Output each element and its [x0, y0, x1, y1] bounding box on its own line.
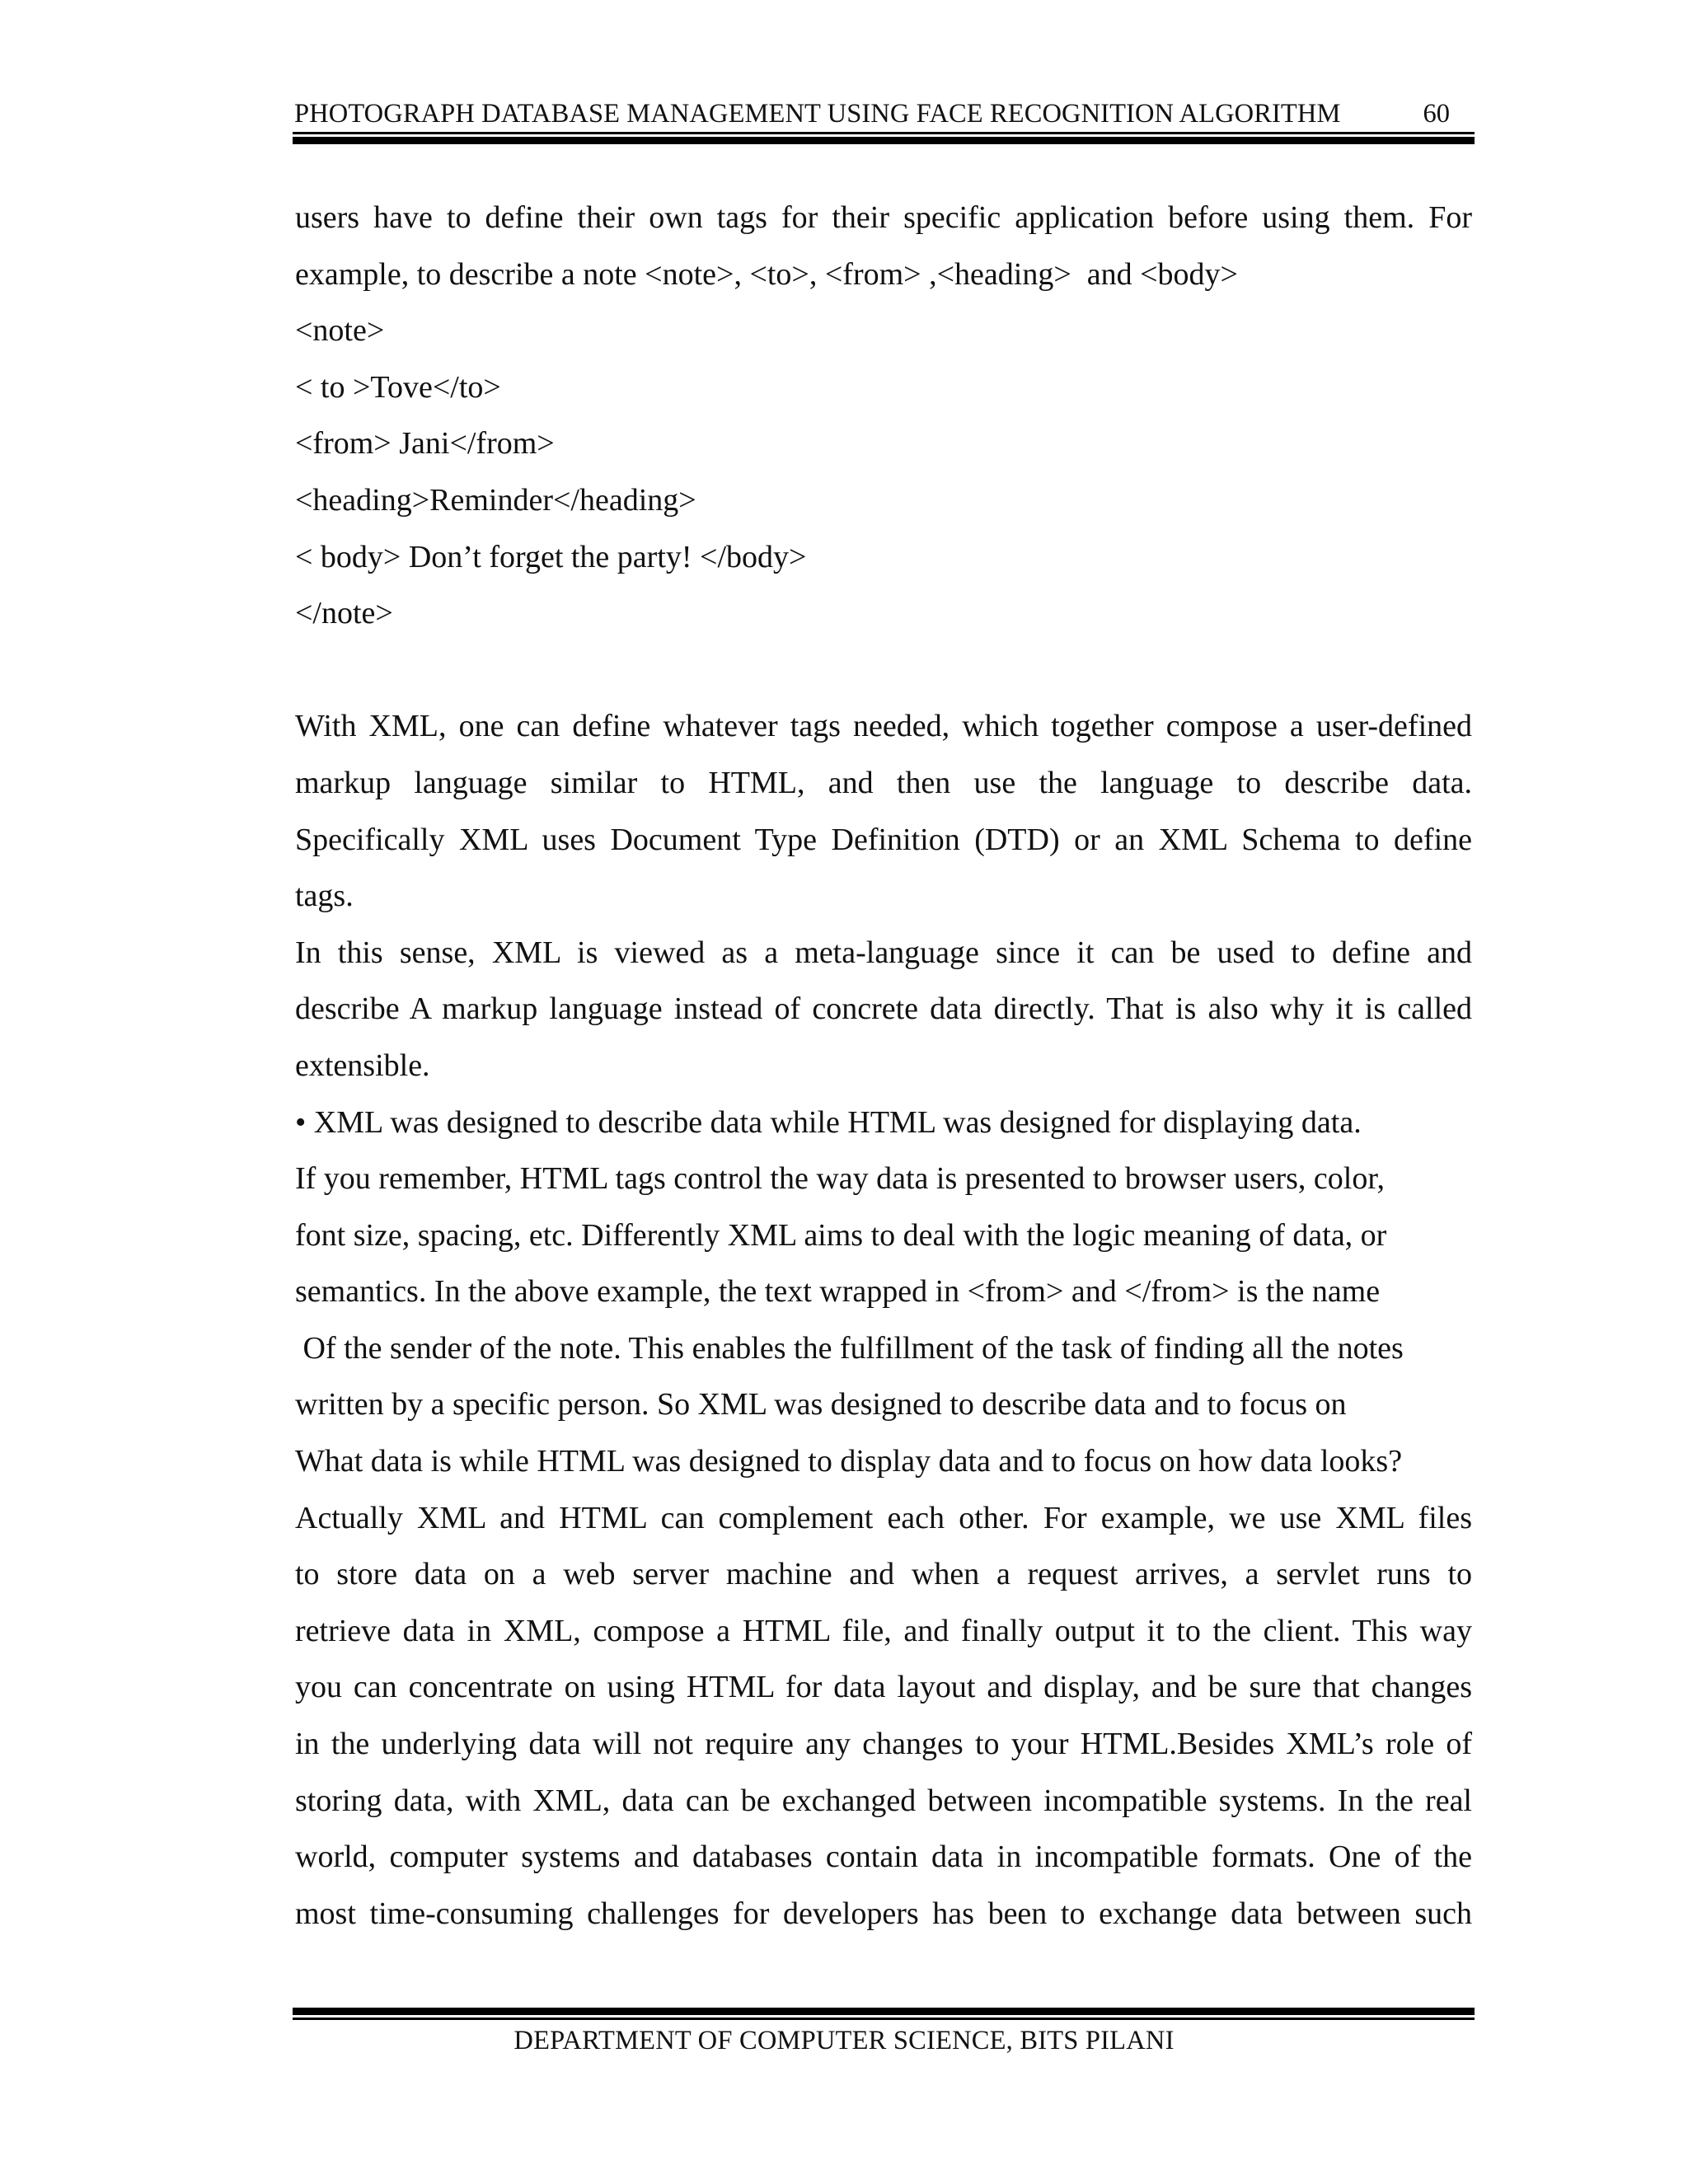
running-header [293, 97, 1475, 130]
paragraph-gap [295, 642, 1472, 699]
body-line: world, computer systems and databases contain data in incompatible formats. One of the [295, 1840, 1472, 1875]
body-line: With XML, one can define whatever tags needed, which together compose a user-defined [295, 709, 1472, 744]
code-line: <note> [295, 313, 385, 349]
body-line: Specifically XML uses Document Type Definition (DTD) or an XML Schema to define [295, 822, 1472, 857]
body-line: semantics. In the above example, the text wrapped in <from> and </from> is the name [295, 1274, 1381, 1310]
body-line: In this sense, XML is viewed as a meta-language since it can be used to define and [295, 935, 1472, 970]
body-line: storing data, with XML, data can be exchanged between incompatible systems. In the real [295, 1783, 1472, 1818]
body-line: What data is while HTML was designed to display data and to focus on how data looks? [295, 1444, 1403, 1479]
body-line: retrieve data in XML, compose a HTML file, and finally output it to the client. This way [295, 1613, 1472, 1648]
body-line: Of the sender of the note. This enables the fulfillment of the task of finding all the notes [295, 1330, 1404, 1366]
code-line: < to >Tove</to> [295, 369, 501, 405]
code-line: <from> Jani</from> [295, 426, 555, 462]
code-line: </note> [295, 596, 393, 631]
body-line: in the underlying data will not require any changes to your HTML.Besides XML’s role of [295, 1727, 1472, 1762]
body-line: tags. [295, 879, 354, 914]
body-line: to store data on a web server machine and when a request arrives, a servlet runs to [295, 1557, 1472, 1592]
body-line: most time-consuming challenges for developers has been to exchange data between such [295, 1896, 1472, 1931]
footer-department: DEPARTMENT OF COMPUTER SCIENCE, BITS PILANI [513, 2026, 1175, 2055]
body-line: If you remember, HTML tags control the way data is presented to browser users, color, [295, 1161, 1385, 1197]
footer-rule-thin [293, 2018, 1475, 2020]
code-line: < body> Don’t forget the party! </body> [295, 539, 807, 574]
header-rule-thick [293, 137, 1475, 144]
body-line: users have to define their own tags for their specific application before using them. For [295, 200, 1472, 235]
header-title: PHOTOGRAPH DATABASE MANAGEMENT USING FACE RECOGNITION ALGORITHM [294, 99, 1341, 129]
body-line: markup language similar to HTML, and then use the language to describe data. [295, 765, 1472, 800]
code-line: <heading>Reminder</heading> [295, 482, 696, 518]
header-rule-thin [293, 132, 1475, 134]
body-line: you can concentrate on using HTML for data layout and display, and be sure that changes [295, 1670, 1472, 1705]
bullet-line: • XML was designed to describe data while HTML was designed for displaying data. [295, 1104, 1362, 1140]
footer-rule-thick [293, 2008, 1475, 2015]
body-line: example, to describe a note <note>, <to>, <from> ,<heading> and <body> [295, 256, 1238, 292]
body-line: describe A markup language instead of concrete data directly. That is also why it is called [295, 991, 1472, 1027]
body-line: extensible. [295, 1047, 430, 1083]
page-number: 60 [1423, 99, 1450, 129]
body-line: written by a specific person. So XML was designed to describe data and to focus on [295, 1387, 1347, 1422]
body-text [295, 190, 1472, 1942]
body-line: font size, spacing, etc. Differently XML aims to deal with the logic meaning of data, or [295, 1217, 1387, 1253]
body-line: Actually XML and HTML can complement each other. For example, we use XML files [295, 1500, 1472, 1535]
